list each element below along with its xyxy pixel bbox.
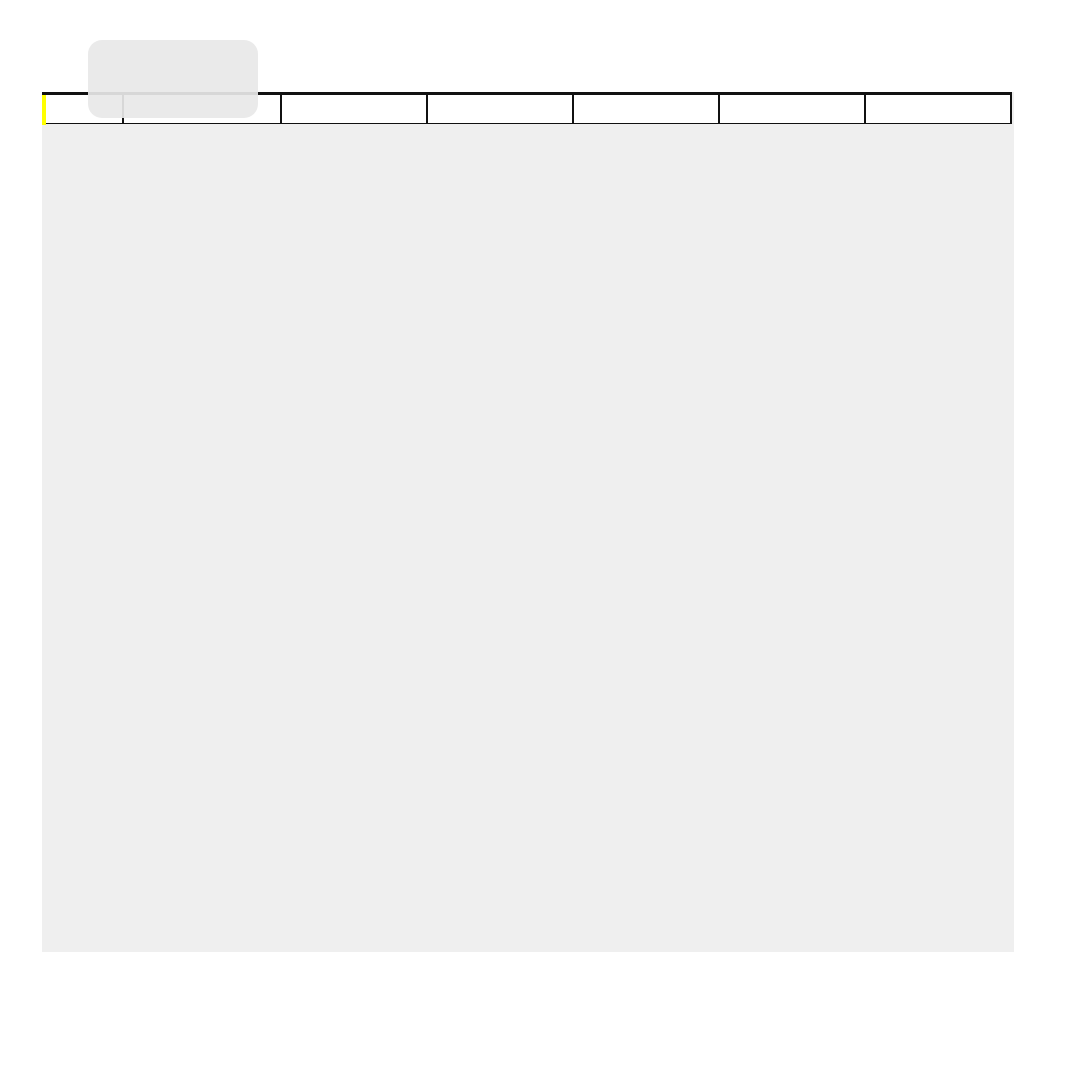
schedule-sheet <box>42 92 1014 952</box>
page-indicator <box>88 40 258 118</box>
yellow-marker <box>42 95 46 125</box>
header-lane-3 <box>428 95 574 124</box>
header-lane-5 <box>720 95 866 124</box>
header-lane-6 <box>866 95 1012 124</box>
header-lane-4 <box>574 95 720 124</box>
header-lane-2 <box>282 95 428 124</box>
